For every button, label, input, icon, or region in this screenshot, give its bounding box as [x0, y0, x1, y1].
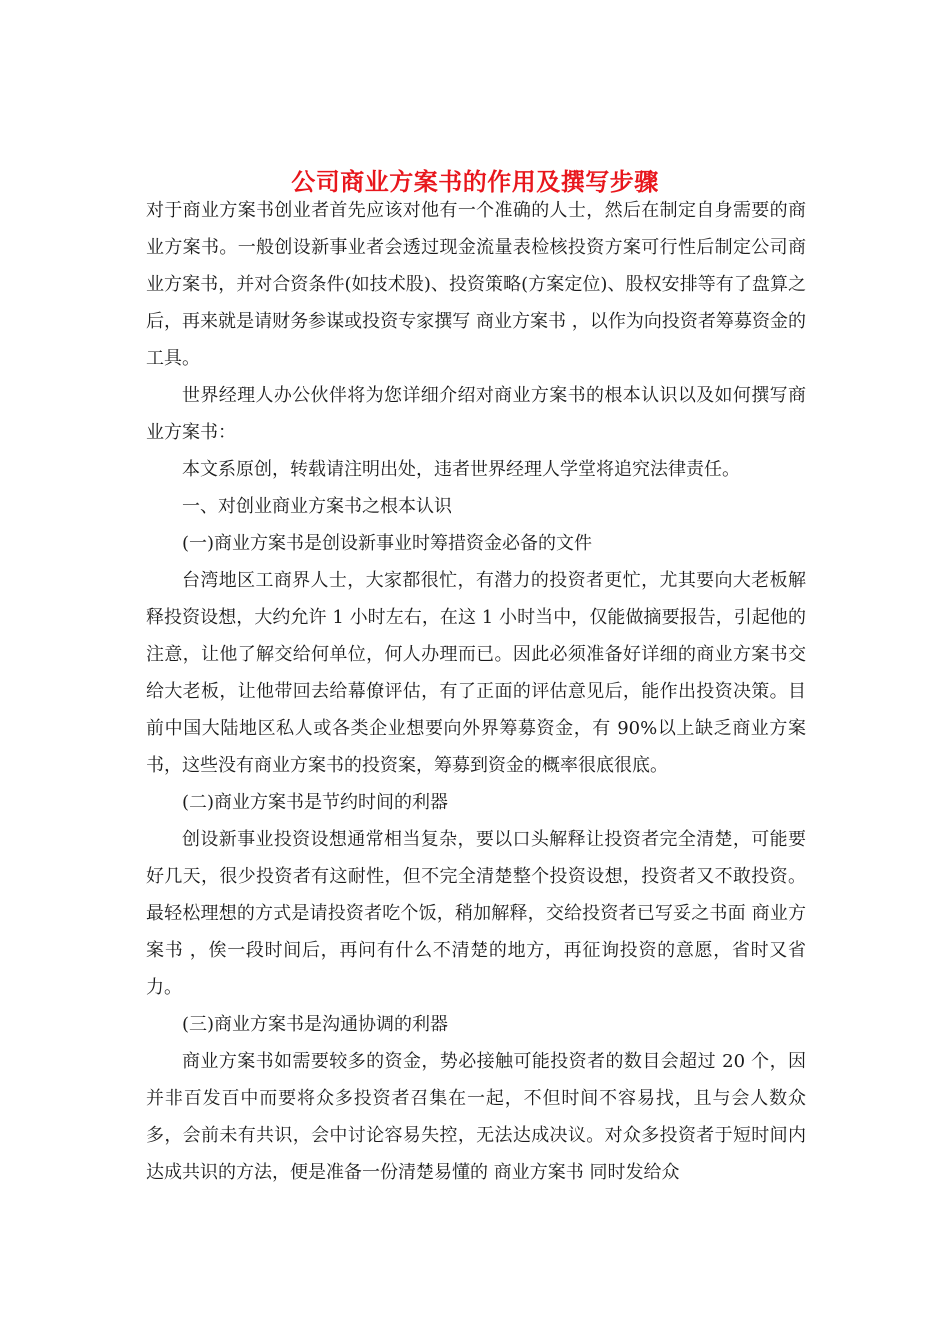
subsection-heading: (三)商业方案书是沟通协调的利器 [182, 1014, 449, 1035]
paragraph-copyright-notice: 本文系原创，转载请注明出处，违者世界经理人学堂将追究法律责任。 [182, 459, 740, 480]
document-title: 公司商业方案书的作用及撰写步骤 [291, 167, 659, 197]
subsection-heading: (二)商业方案书是节约时间的利器 [182, 792, 449, 813]
paragraph: 商业方案书如需要较多的资金，势必接触可能投资者的数目会超过 20 个，因并非百发百中而要将众多投资者召集在一起，不但时间不容易找，且与会人数众多，会前未有共识，会中讨论容易失控，无法达成决议。对众多投资者于短时间内达成共识的方法，便是准备一份清楚易懂的 商业方案书 同时发给众 [146, 1051, 806, 1183]
subsection-heading: (一)商业方案书是创设新事业时筹措资金必备的文件 [182, 533, 593, 554]
document-body [146, 192, 806, 1191]
section-heading: 一、对创业商业方案书之根本认识 [182, 496, 452, 517]
paragraph-intro: 对于商业方案书创业者首先应该对他有一个准确的人士，然后在制定自身需要的商业方案书。一般创设新事业者会透过现金流量表检核投资方案可行性后制定公司商业方案书，并对合资条件(如技术股)、投资策略(方案定位)、股权安排等有了盘算之后，再来就是请财务参谋或投资专家撰写 商业方案书 ，以作为向投资者筹募资金的工具。 [146, 200, 806, 369]
paragraph: 台湾地区工商界人士，大家都很忙，有潜力的投资者更忙，尤其要向大老板解释投资设想，大约允许 1 小时左右，在这 1 小时当中，仅能做摘要报告，引起他的注意，让他了解交给何单位，何人办理而已。因此必须准备好详细的商业方案书交给大老板，让他带回去给幕僚评估，有了正面的评估意见后，能作出投资决策。目前中国大陆地区私人或各类企业想要向外界筹募资金，有 90%以上缺乏商业方案书，这些没有商业方案书的投资案，筹募到资金的概率很底很底。 [146, 570, 806, 776]
paragraph: 世界经理人办公伙伴将为您详细介绍对商业方案书的根本认识以及如何撰写商业方案书： [146, 385, 806, 443]
paragraph: 创设新事业投资设想通常相当复杂，要以口头解释让投资者完全清楚，可能要好几天，很少投资者有这耐性，但不完全清楚整个投资设想，投资者又不敢投资。最轻松理想的方式是请投资者吃个饭，稍加解释，交给投资者已写妥之书面 商业方案书 ，俟一段时间后，再问有什么不清楚的地方，再征询投资的意愿，省时又省力。 [146, 829, 806, 998]
